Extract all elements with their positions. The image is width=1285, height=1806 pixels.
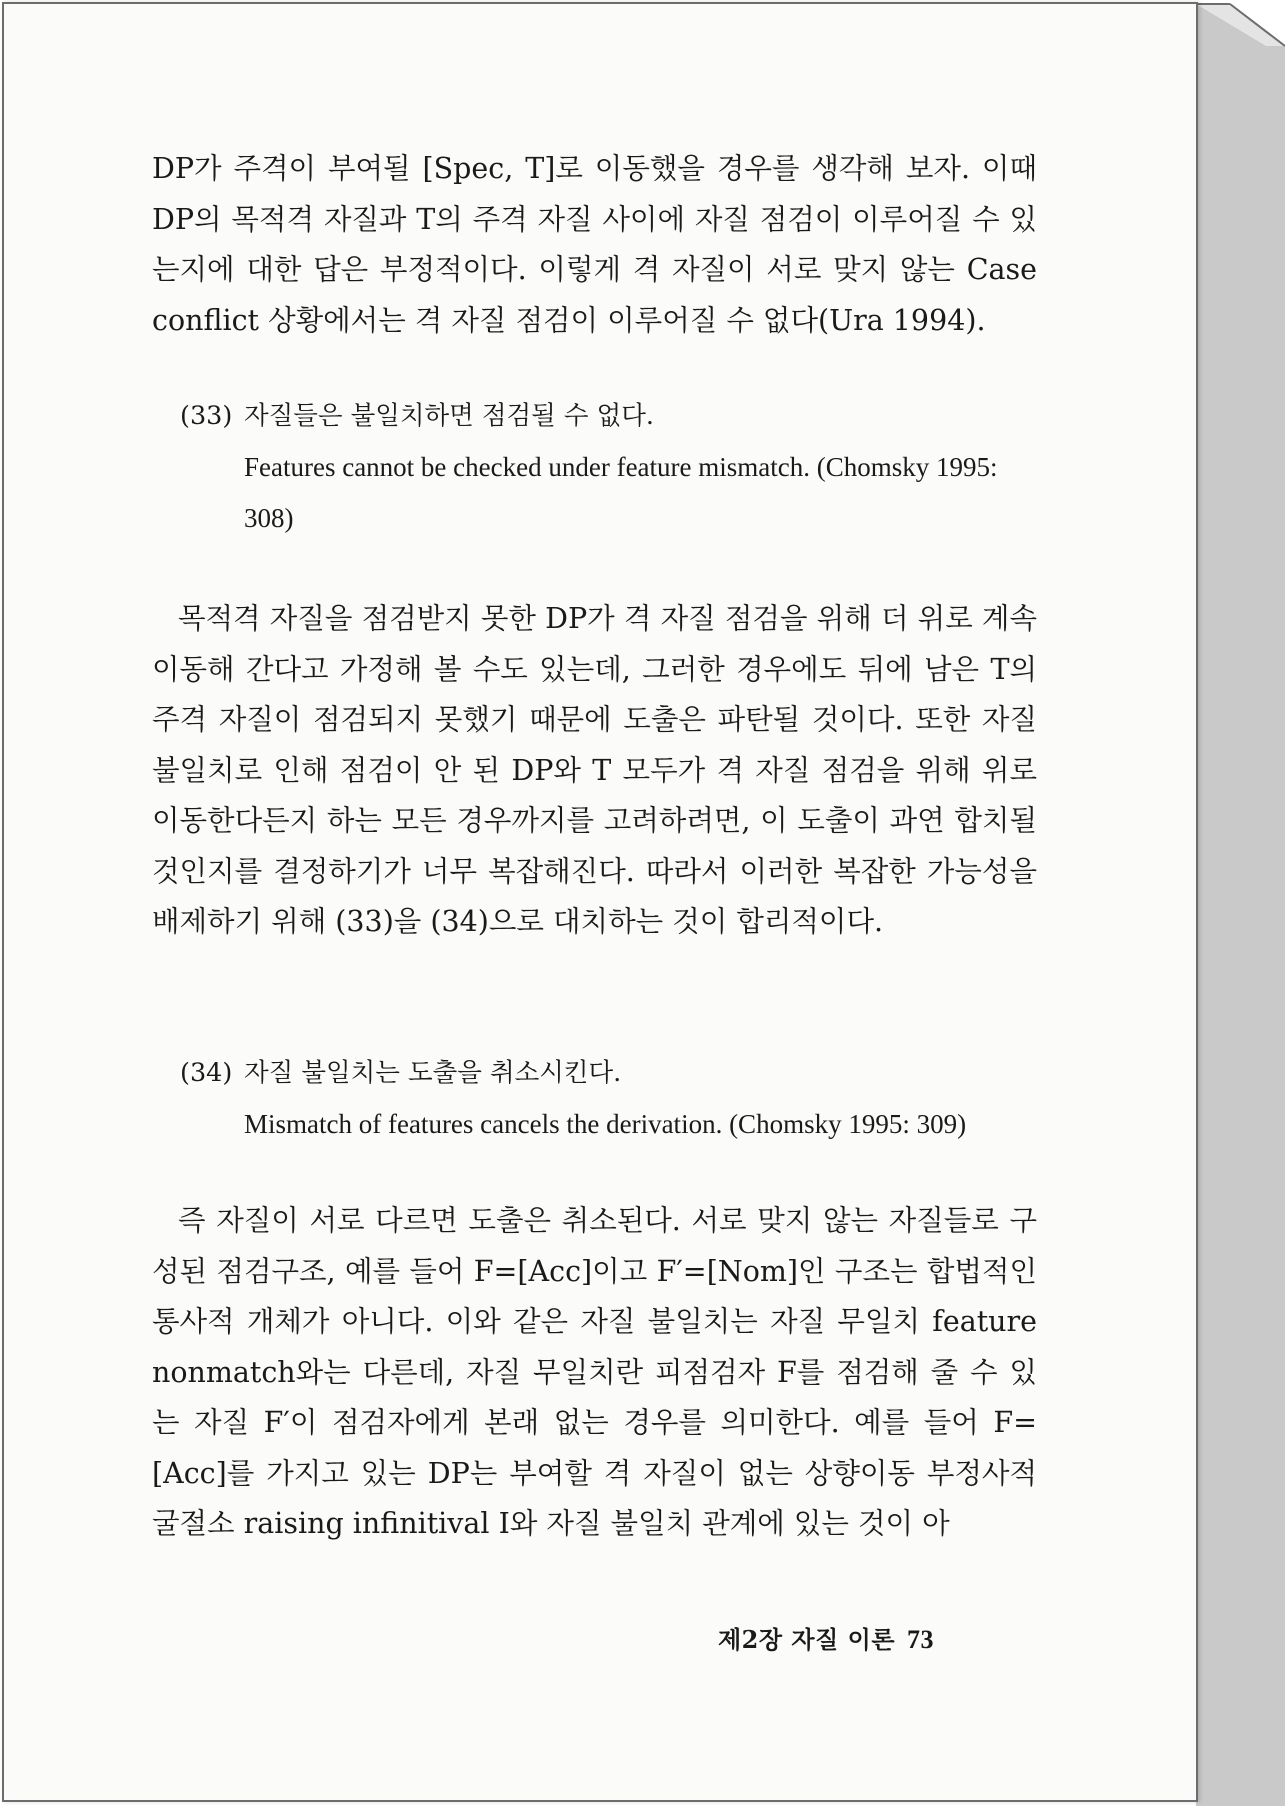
page-stack-edge	[1196, 0, 1285, 1806]
example-english: Mismatch of features cancels the derivation. (Chomsky 1995: 309)	[244, 1109, 967, 1139]
page-footer	[718, 1620, 934, 1655]
example-english: Features cannot be checked under feature mismatch. (Chomsky 1995: 308)	[244, 452, 998, 533]
example-number: (33)	[180, 401, 233, 431]
page-number: 73	[907, 1625, 934, 1654]
paragraph-text: 즉 자질이 서로 다르면 도출은 취소된다. 서로 맞지 않는 자질들로 구성된 점검구조, 예를 들어 F=[Acc]이고 F′=[Nom]인 구조는 합법적인 통사적 개체가 아니다. 이와 같은 자질 불일치는 자질 무일치 feature nonmatch와는 다른데, 자질 무일치란 피점검자 F를 점검해 줄 수 있는 자질 F′이 점검자에게 본래 없는 경우를 의미한다. 예를 들어 F=[Acc]를 가지고 있는 DP는 부여할 격 자질이 없는 상향이동 부정사적 굴절소 raising infinitival I와 자질 불일치 관계에 있는 것이 아	[152, 1204, 1037, 1540]
paragraph-text: DP가 주격이 부여될 [Spec, T]로 이동했을 경우를 생각해 보자. 이때 DP의 목적격 자질과 T의 주격 자질 사이에 자질 점검이 이루어질 수 있는지에 대한 답은 부정적이다. 이렇게 격 자질이 서로 맞지 않는 Case conflict 상황에서는 격 자질 점검이 이루어질 수 없다(Ura 1994).	[152, 152, 1037, 337]
body-paragraph-2	[152, 594, 1037, 948]
chapter-title: 제2장 자질 이론	[717, 1625, 895, 1654]
body-paragraph-3	[152, 1196, 1037, 1550]
example-korean: 자질 불일치는 도출을 취소시킨다.	[244, 1058, 622, 1088]
example-korean: 자질들은 불일치하면 점검될 수 없다.	[244, 401, 655, 431]
page	[2, 2, 1198, 1802]
example-33	[180, 391, 1040, 544]
example-number: (34)	[180, 1058, 233, 1088]
paragraph-text: 목적격 자질을 점검받지 못한 DP가 격 자질 점검을 위해 더 위로 계속 이동해 간다고 가정해 볼 수도 있는데, 그러한 경우에도 뒤에 남은 T의 주격 자질이 점검되지 못했기 때문에 도출은 파탄될 것이다. 또한 자질 불일치로 인해 점검이 안 된 DP와 T 모두가 격 자질 점검을 위해 위로 이동한다든지 하는 모든 경우까지를 고려하려면, 이 도출이 과연 합치될 것인지를 결정하기가 너무 복잡해진다. 따라서 이러한 복잡한 가능성을 배제하기 위해 (33)을 (34)으로 대치하는 것이 합리적이다.	[152, 602, 1037, 938]
body-paragraph-1	[152, 144, 1037, 346]
example-34	[180, 1048, 1040, 1150]
